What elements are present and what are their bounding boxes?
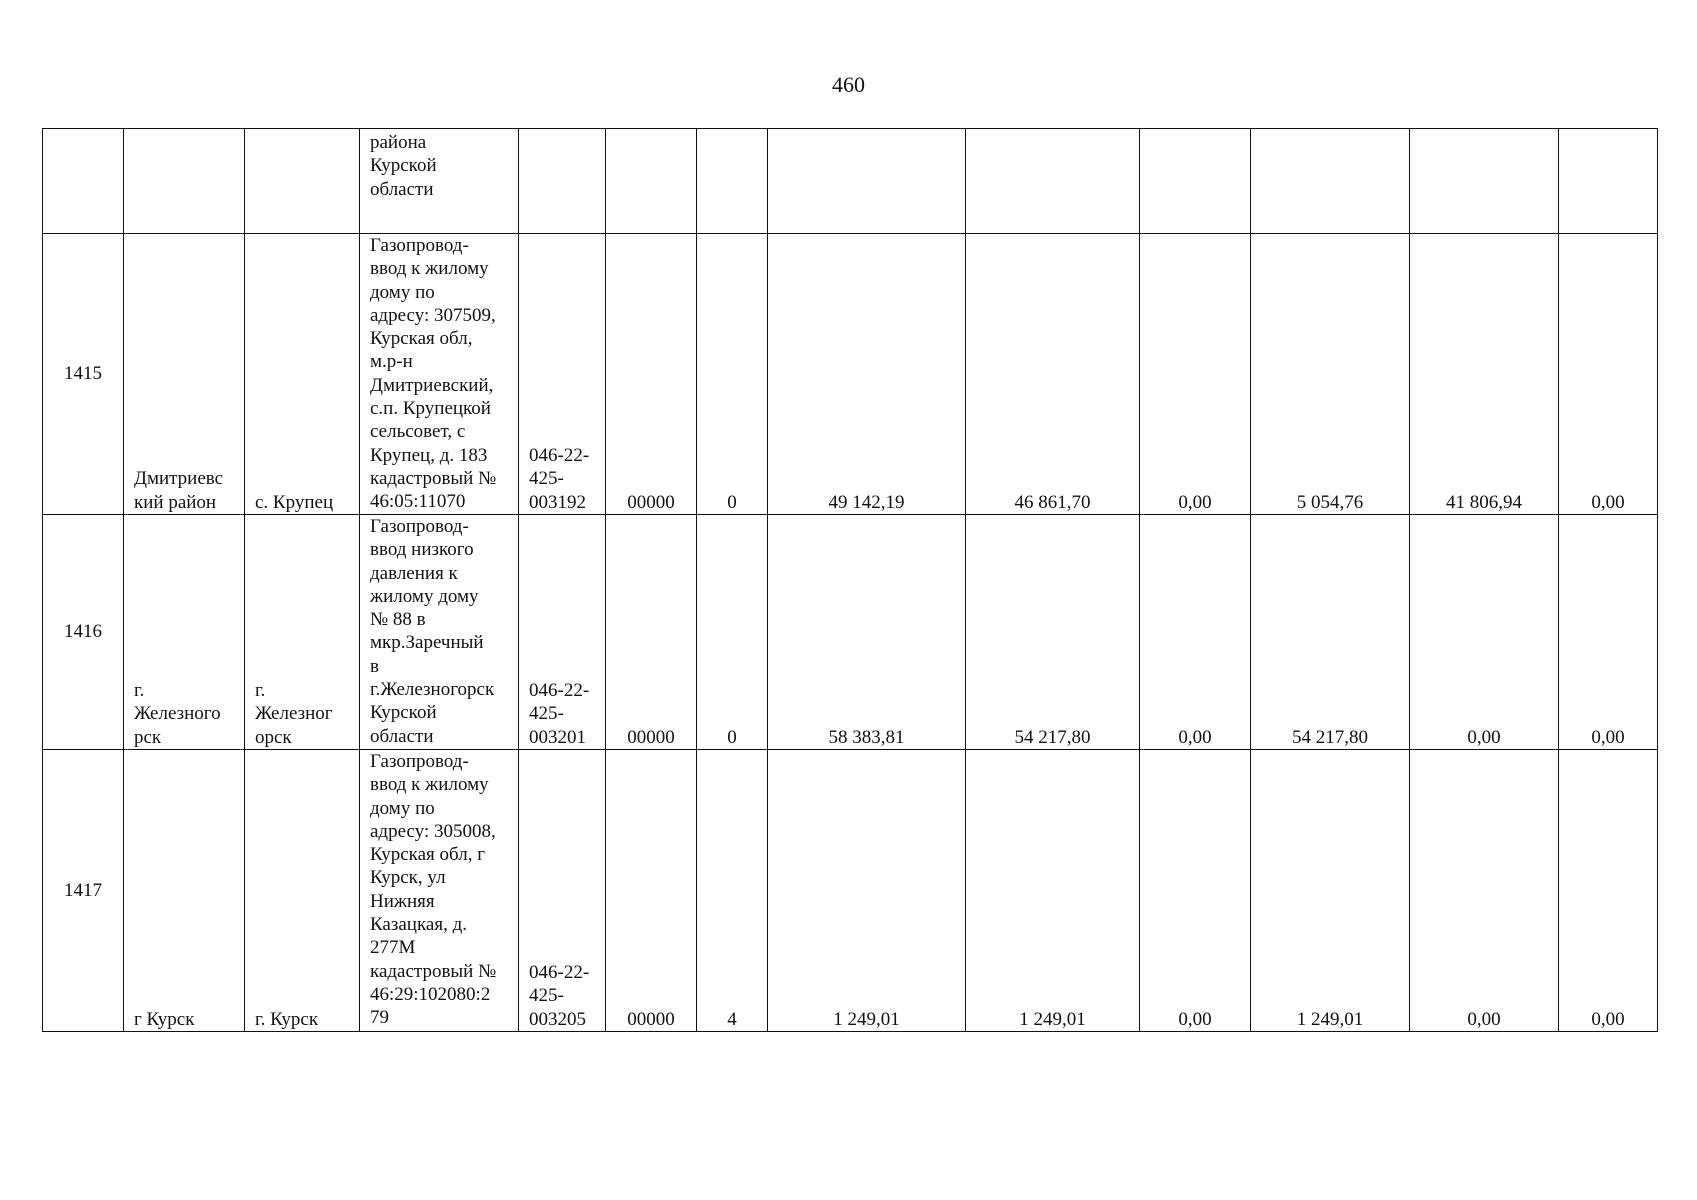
cell-object-name: Газопровод- ввод к жилому дому по адресу: 307509, Курская обл, м.р-н Дмитриевский, с.п. Крупецкой сельсовет, с Крупец, д. 183 кадастровый № 46:05:11070 (360, 234, 519, 515)
cell-column-10: 0,00 (1140, 234, 1251, 515)
cell-column-11: 54 217,80 (1251, 515, 1410, 750)
cell-column-9: 54 217,80 (966, 515, 1140, 750)
cell-column-11: 1 249,01 (1251, 750, 1410, 1032)
table-row (43, 750, 1658, 1032)
cell-column-6: 00000 (606, 515, 697, 750)
cell-empty (1410, 129, 1559, 234)
cell-inventory-code: 046-22- 425- 003192 (519, 234, 606, 515)
cell-column-6: 00000 (606, 234, 697, 515)
cell-empty (966, 129, 1140, 234)
cell-empty (1559, 129, 1658, 234)
cell-column-10: 0,00 (1140, 515, 1251, 750)
cell-column-9: 1 249,01 (966, 750, 1140, 1032)
cell-column-12: 0,00 (1410, 750, 1559, 1032)
cell-column-11: 5 054,76 (1251, 234, 1410, 515)
table-row (43, 515, 1658, 750)
cell-column-12: 41 806,94 (1410, 234, 1559, 515)
cell-column-7: 0 (697, 234, 768, 515)
cell-object-name: Газопровод- ввод низкого давления к жилому дому № 88 в мкр.Заречный в г.Железногорск Курской области (360, 515, 519, 750)
cell-inventory-code: 046-22- 425- 003205 (519, 750, 606, 1032)
assets-table (42, 128, 1658, 1032)
cell-column-7: 0 (697, 515, 768, 750)
cell-column-8: 1 249,01 (768, 750, 966, 1032)
cell-empty (1251, 129, 1410, 234)
cell-empty (43, 129, 124, 234)
cell-column-8: 49 142,19 (768, 234, 966, 515)
cell-empty (1140, 129, 1251, 234)
cell-object-name: Газопровод- ввод к жилому дому по адресу: 305008, Курская обл, г Курск, ул Нижняя Казацкая, д. 277М кадастровый № 46:29:102080:2 79 (360, 750, 519, 1032)
cell-empty (768, 129, 966, 234)
cell-column-12: 0,00 (1410, 515, 1559, 750)
cell-empty (245, 129, 360, 234)
cell-empty (697, 129, 768, 234)
cell-row-number: 1417 (43, 750, 124, 1032)
cell-district: г. Железного рск (124, 515, 245, 750)
cell-column-13: 0,00 (1559, 515, 1658, 750)
cell-column-8: 58 383,81 (768, 515, 966, 750)
cell-column-6: 00000 (606, 750, 697, 1032)
cell-empty (519, 129, 606, 234)
cell-column-13: 0,00 (1559, 750, 1658, 1032)
cell-column-9: 46 861,70 (966, 234, 1140, 515)
cell-district: г Курск (124, 750, 245, 1032)
cell-column-10: 0,00 (1140, 750, 1251, 1032)
table-row-continuation (43, 129, 1658, 234)
cell-column-13: 0,00 (1559, 234, 1658, 515)
cell-empty (124, 129, 245, 234)
cell-row-number: 1415 (43, 234, 124, 515)
cell-column-7: 4 (697, 750, 768, 1032)
cell-district: Дмитриевс кий район (124, 234, 245, 515)
table-row (43, 234, 1658, 515)
cell-row-number: 1416 (43, 515, 124, 750)
cell-locality: с. Крупец (245, 234, 360, 515)
cell-empty (606, 129, 697, 234)
cell-locality: г. Железног орск (245, 515, 360, 750)
page-number: 460 (832, 72, 865, 97)
cell-object-name: района Курской области (360, 129, 519, 234)
cell-locality: г. Курск (245, 750, 360, 1032)
cell-inventory-code: 046-22- 425- 003201 (519, 515, 606, 750)
